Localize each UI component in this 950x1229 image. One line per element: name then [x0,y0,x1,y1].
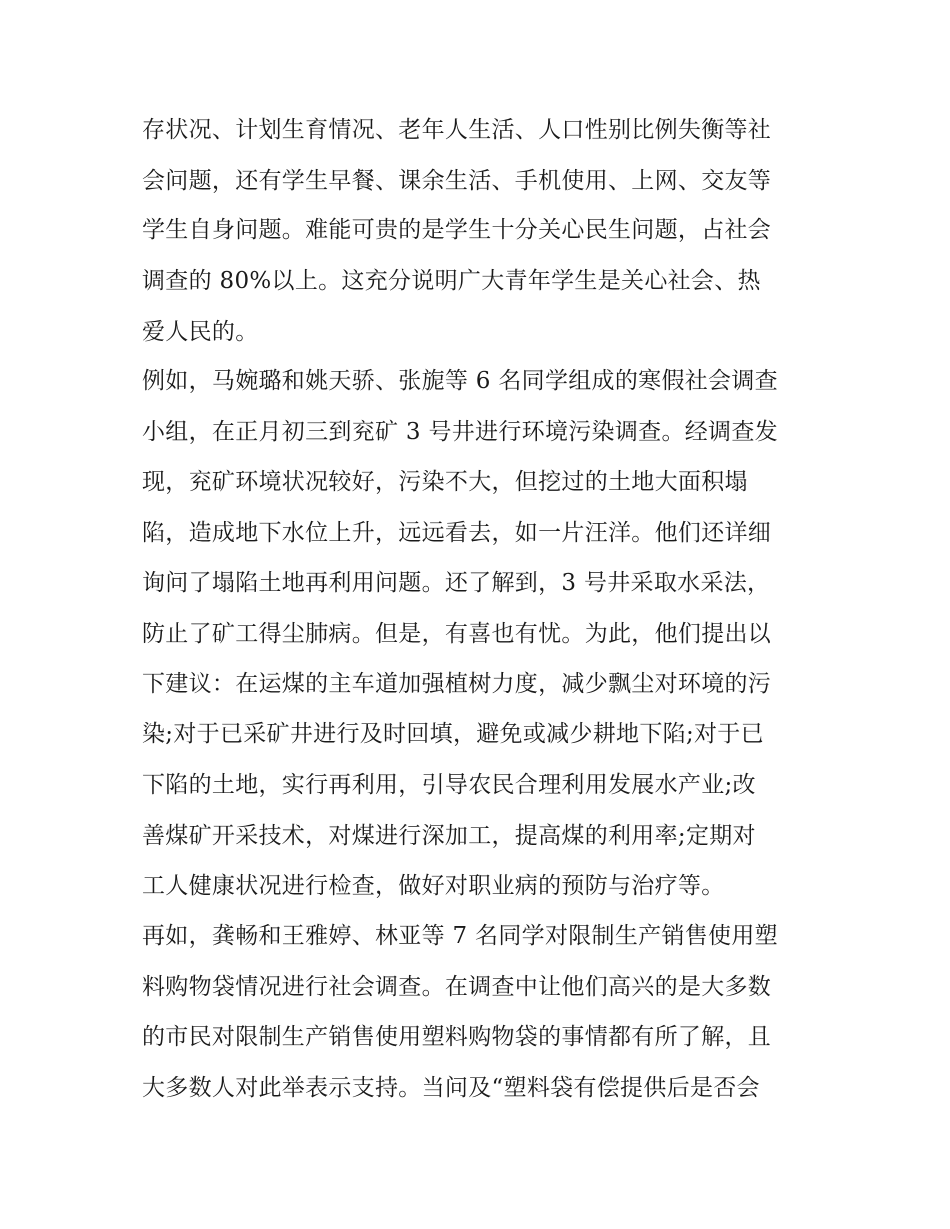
text-line: 再如，龚畅和王雅婷、林亚等 7 名同学对限制生产销售使用塑 [142,923,778,949]
text-line: 工人健康状况进行检查，做好对职业病的预防与治疗等。 [142,873,725,899]
text-line: 会问题，还有学生早餐、课余生活、手机使用、上网、交友等 [142,168,772,194]
text-line: 调查的 80%以上。这充分说明广大青年学生是关心社会、热 [142,268,761,294]
text-line: 下陷的土地，实行再利用，引导农民合理利用发展水产业;改 [142,772,756,798]
text-line: 小组，在正月初三到兖矿 3 号井进行环境污染调查。经调查发 [142,419,778,445]
text-line: 爱人民的。 [142,319,259,345]
text-line: 存状况、计划生育情况、老年人生活、人口性别比例失衡等社 [142,117,772,143]
text-line: 染;对于已采矿井进行及时回填，避免或减少耕地下陷;对于已 [142,721,764,747]
text-line: 询问了塌陷土地再利用问题。还了解到，3 号井采取水采法， [142,570,771,596]
text-line: 防止了矿工得尘肺病。但是，有喜也有忧。为此，他们提出以 [142,621,772,647]
text-line: 陷，造成地下水位上升，远远看去，如一片汪洋。他们还详细 [142,520,772,546]
text-line: 下建议：在运煤的主车道加强植树力度，减少飘尘对环境的污 [142,671,772,697]
text-line: 大多数人对此举表示支持。当问及“塑料袋有偿提供后是否会 [142,1075,760,1101]
text-line: 善煤矿开采技术，对煤进行深加工，提高煤的利用率;定期对 [142,823,756,849]
text-line: 现，兖矿环境状况较好，污染不大，但挖过的土地大面积塌 [142,469,748,495]
text-line: 例如，马婉璐和姚天骄、张旎等 6 名同学组成的寒假社会调查 [142,368,778,394]
text-line: 学生自身问题。难能可贵的是学生十分关心民生问题，占社会 [142,217,772,243]
text-line: 的市民对限制生产销售使用塑料购物袋的事情都有所了解，且 [142,1024,772,1050]
text-line: 料购物袋情况进行社会调查。在调查中让他们高兴的是大多数 [142,974,772,1000]
